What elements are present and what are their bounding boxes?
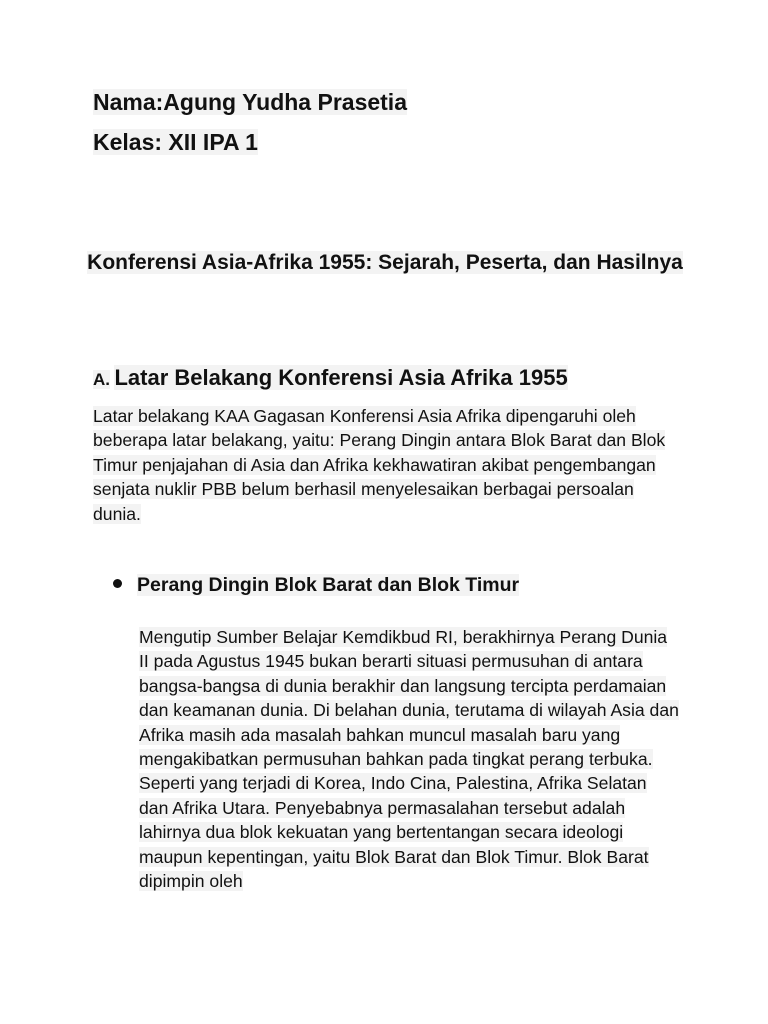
bullet-dot-icon: [113, 579, 122, 588]
bullet-item-body-text: Mengutip Sumber Belajar Kemdikbud RI, berakhirnya Perang Dunia II pada Agustus 1945 bukan berarti situasi permusuhan di antara bangsa-bangsa di dunia berakhir dan langsung tercipta perdamaian dan keamanan dunia. Di belahan dunia, terutama di wilayah Asia dan Afrika masih ada masalah bahkan muncul masalah baru yang mengakibatkan permusuhan bahkan pada tingkat perang terbuka. Seperti yang terjadi di Korea, Indo Cina, Palestina, Afrika Selatan dan Afrika Utara. Penyebabnya permasalahan tersebut adalah lahirnya dua blok kekuatan yang bertentangan secara ideologi maupun kepentingan, yaitu Blok Barat dan Blok Timur. Blok Barat dipimpin oleh: [139, 627, 679, 892]
bullet-item-heading: [113, 572, 519, 598]
student-class-text: Kelas: XII IPA 1: [93, 129, 258, 155]
document-title: [80, 248, 690, 278]
section-a-title: Latar Belakang Konferensi Asia Afrika 1955: [114, 365, 568, 390]
student-class-line: [93, 128, 258, 156]
bullet-item-title: Perang Dingin Blok Barat dan Blok Timur: [137, 574, 520, 596]
section-a-heading: [93, 365, 568, 391]
section-a-body-text: Latar belakang KAA Gagasan Konferensi Asia Afrika dipengaruhi oleh beberapa latar belakang, yaitu: Perang Dingin antara Blok Barat dan Blok Timur penjajahan di Asia dan Afrika kekhawatiran akibat pengembangan senjata nuklir PBB belum berhasil menyelesaikan berbagai persoalan dunia.: [93, 406, 666, 524]
document-title-text: Konferensi Asia-Afrika 1955: Sejarah, Peserta, dan Hasilnya: [87, 251, 683, 274]
student-name-line: [93, 88, 407, 116]
section-a-body: [93, 404, 683, 526]
section-a-letter: A.: [93, 370, 110, 389]
bullet-item-body: [139, 625, 679, 893]
student-name-text: Nama:Agung Yudha Prasetia: [93, 89, 407, 115]
